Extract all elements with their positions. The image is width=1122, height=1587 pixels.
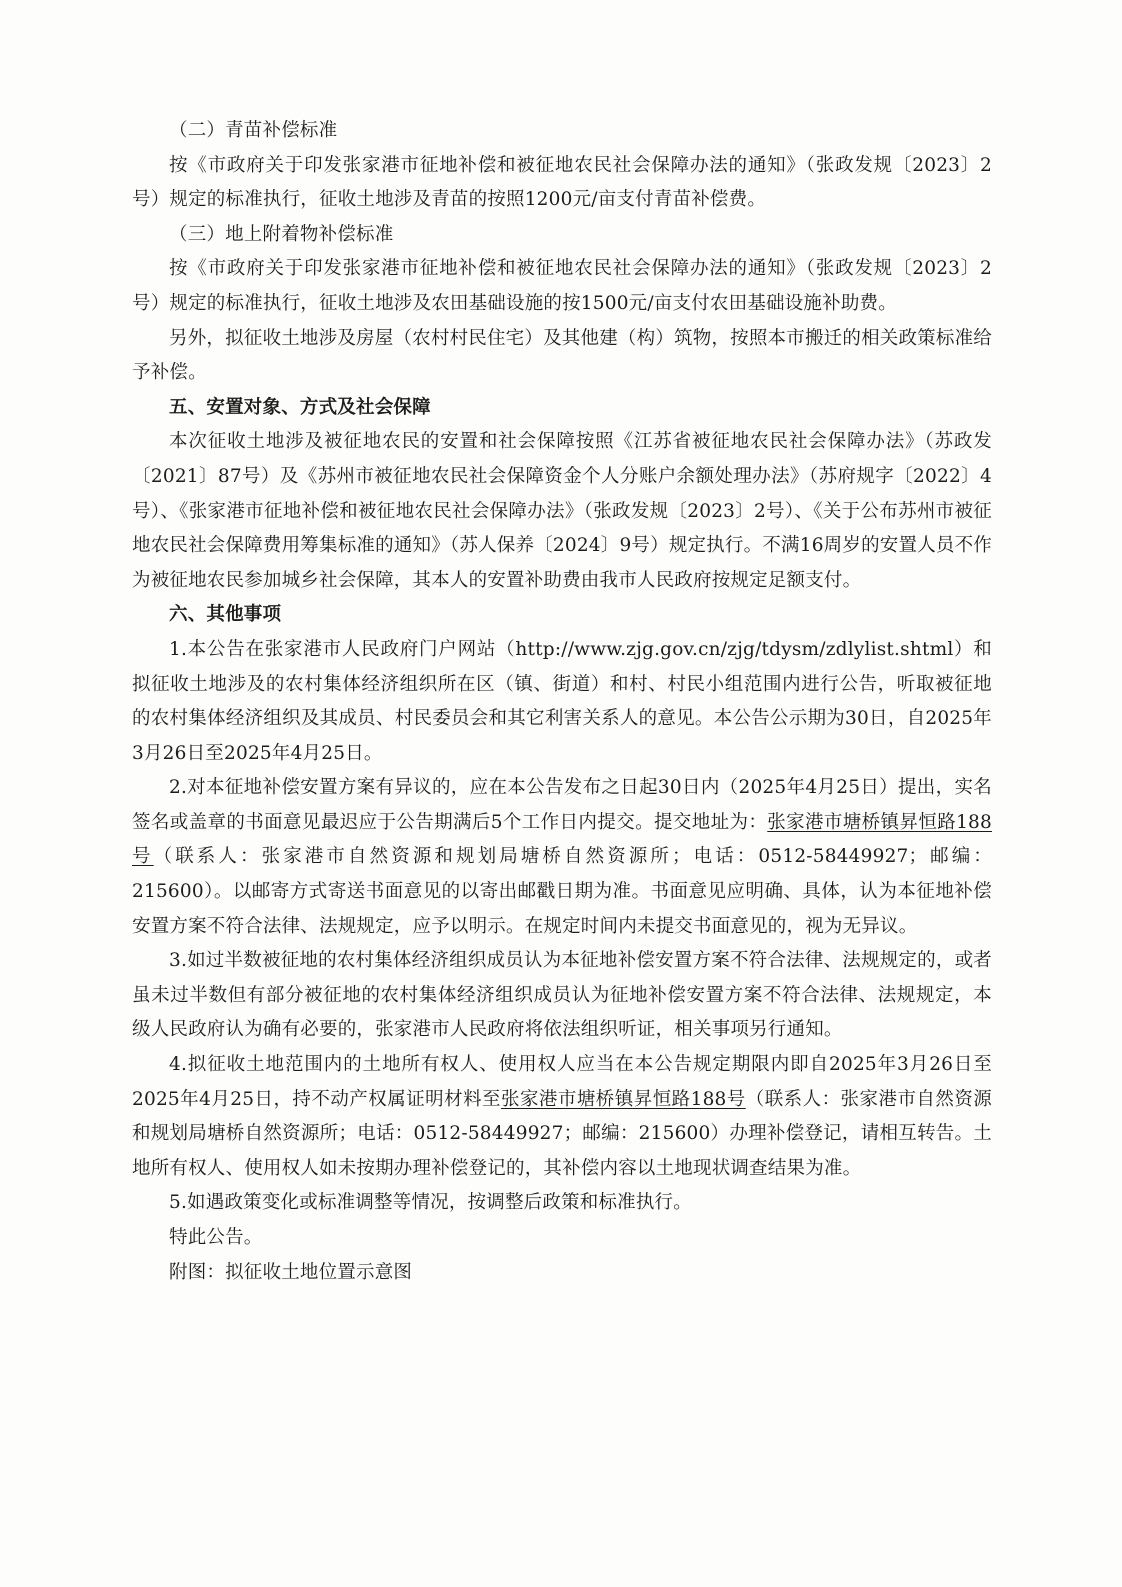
list-item-3: 3.如过半数被征地的农村集体经济组织成员认为本征地补偿安置方案不符合法律、法规规定的，或者虽未过半数但有部分被征地的农村集体经济组织成员认为征地补偿安置方案不符合法律、法规规定，本级人民政府认为确有必要的，张家港市人民政府将依法组织听证，相关事项另行通知。 xyxy=(132,950,992,1041)
list-item-2 xyxy=(132,771,992,944)
list-item-4 xyxy=(132,1048,992,1186)
attachment-line: 附图：拟征收土地位置示意图 xyxy=(169,1261,413,1283)
item4-text-b: （联系人：张家港市自然资源和规划局塘桥自然资源所；电话：0512-58449927；邮编：215600）办理补偿登记，请相互转告。土地所有权人、使用权人如未按期办理补偿登记的，其补偿内容以土地现状调查结果为准。 xyxy=(132,1088,992,1179)
section-heading-other-matters: 六、其他事项 xyxy=(169,604,282,626)
paragraph-seedling-compensation: 按《市政府关于印发张家港市征地补偿和被征地农民社会保障办法的通知》（张政发规〔2023〕2号）规定的标准执行，征收土地涉及青苗的按照1200元/亩支付青苗补偿费。 xyxy=(132,154,992,211)
document-body xyxy=(132,114,992,1290)
list-item-5: 5.如遇政策变化或标准调整等情况，按调整后政策和标准执行。 xyxy=(169,1192,692,1214)
item2-address: 张家港市塘桥镇昇恒路188号 xyxy=(132,811,992,868)
paragraph-attachment-compensation: 按《市政府关于印发张家港市征地补偿和被征地农民社会保障办法的通知》（张政发规〔2023〕2号）规定的标准执行，征收土地涉及农田基础设施的按1500元/亩支付农田基础设施补助费。 xyxy=(132,258,992,314)
item2-text-a: 2.对本征地补偿安置方案有异议的，应在本公告发布之日起30日内（2025年4月25日）提出，实名签名或盖章的书面意见最迟应于公告期满后5个工作日内提交。提交地址为： xyxy=(132,777,992,833)
item4-address: 张家港市塘桥镇昇恒路188号 xyxy=(501,1088,746,1110)
item4-text-a: 4.拟征收土地范围内的土地所有权人、使用权人应当在本公告规定期限内即自2025年3月26日至2025年4月25日，持不动产权属证明材料至 xyxy=(132,1054,992,1110)
section-heading-resettlement: 五、安置对象、方式及社会保障 xyxy=(169,396,431,418)
item2-text-b: （联系人：张家港市自然资源和规划局塘桥自然资源所；电话：0512-58449927；邮编：215600）。以邮寄方式寄送书面意见的以寄出邮戳日期为准。书面意见应明确、具体，认为本征地补偿安置方案不符合法律、法规规定，应予以明示。在规定时间内未提交书面意见的，视为无异议。 xyxy=(132,846,993,937)
paragraph-resettlement: 本次征收土地涉及被征地农民的安置和社会保障按照《江苏省被征地农民社会保障办法》（苏政发〔2021〕87号）及《苏州市被征地农民社会保障资金个人分账户余额处理办法》（苏府规字〔2022〕4号）、《张家港市征地补偿和被征地农民社会保障办法》（张政发规〔2023〕2号）、《关于公布苏州市被征地农民社会保障费用筹集标准的通知》（苏人保养〔2024〕9号）规定执行。不满16周岁的安置人员不作为被征地农民参加城乡社会保障，其本人的安置补助费由我市人民政府按规定足额支付。 xyxy=(132,431,992,591)
paragraph-housing-compensation: 另外，拟征收土地涉及房屋（农村村民住宅）及其他建（构）筑物，按照本市搬迁的相关政策标准给予补偿。 xyxy=(132,327,992,384)
closing-line: 特此公告。 xyxy=(169,1227,263,1248)
subheading-seedling-compensation: （二）青苗补偿标准 xyxy=(169,120,338,141)
list-item-1: 1.本公告在张家港市人民政府门户网站（http://www.zjg.gov.cn/zjg/tdysm/zdlylist.shtml）和拟征收土地涉及的农村集体经济组织所在区（镇、街道）和村、村民小组范围内进行公告，听取被征地的农村集体经济组织及其成员、村民委员会和其它利害关系人的意见。本公告公示期为30日，自2025年3月26日至2025年4月25日。 xyxy=(132,638,992,764)
subheading-attachment-compensation: （三）地上附着物补偿标准 xyxy=(169,223,394,245)
